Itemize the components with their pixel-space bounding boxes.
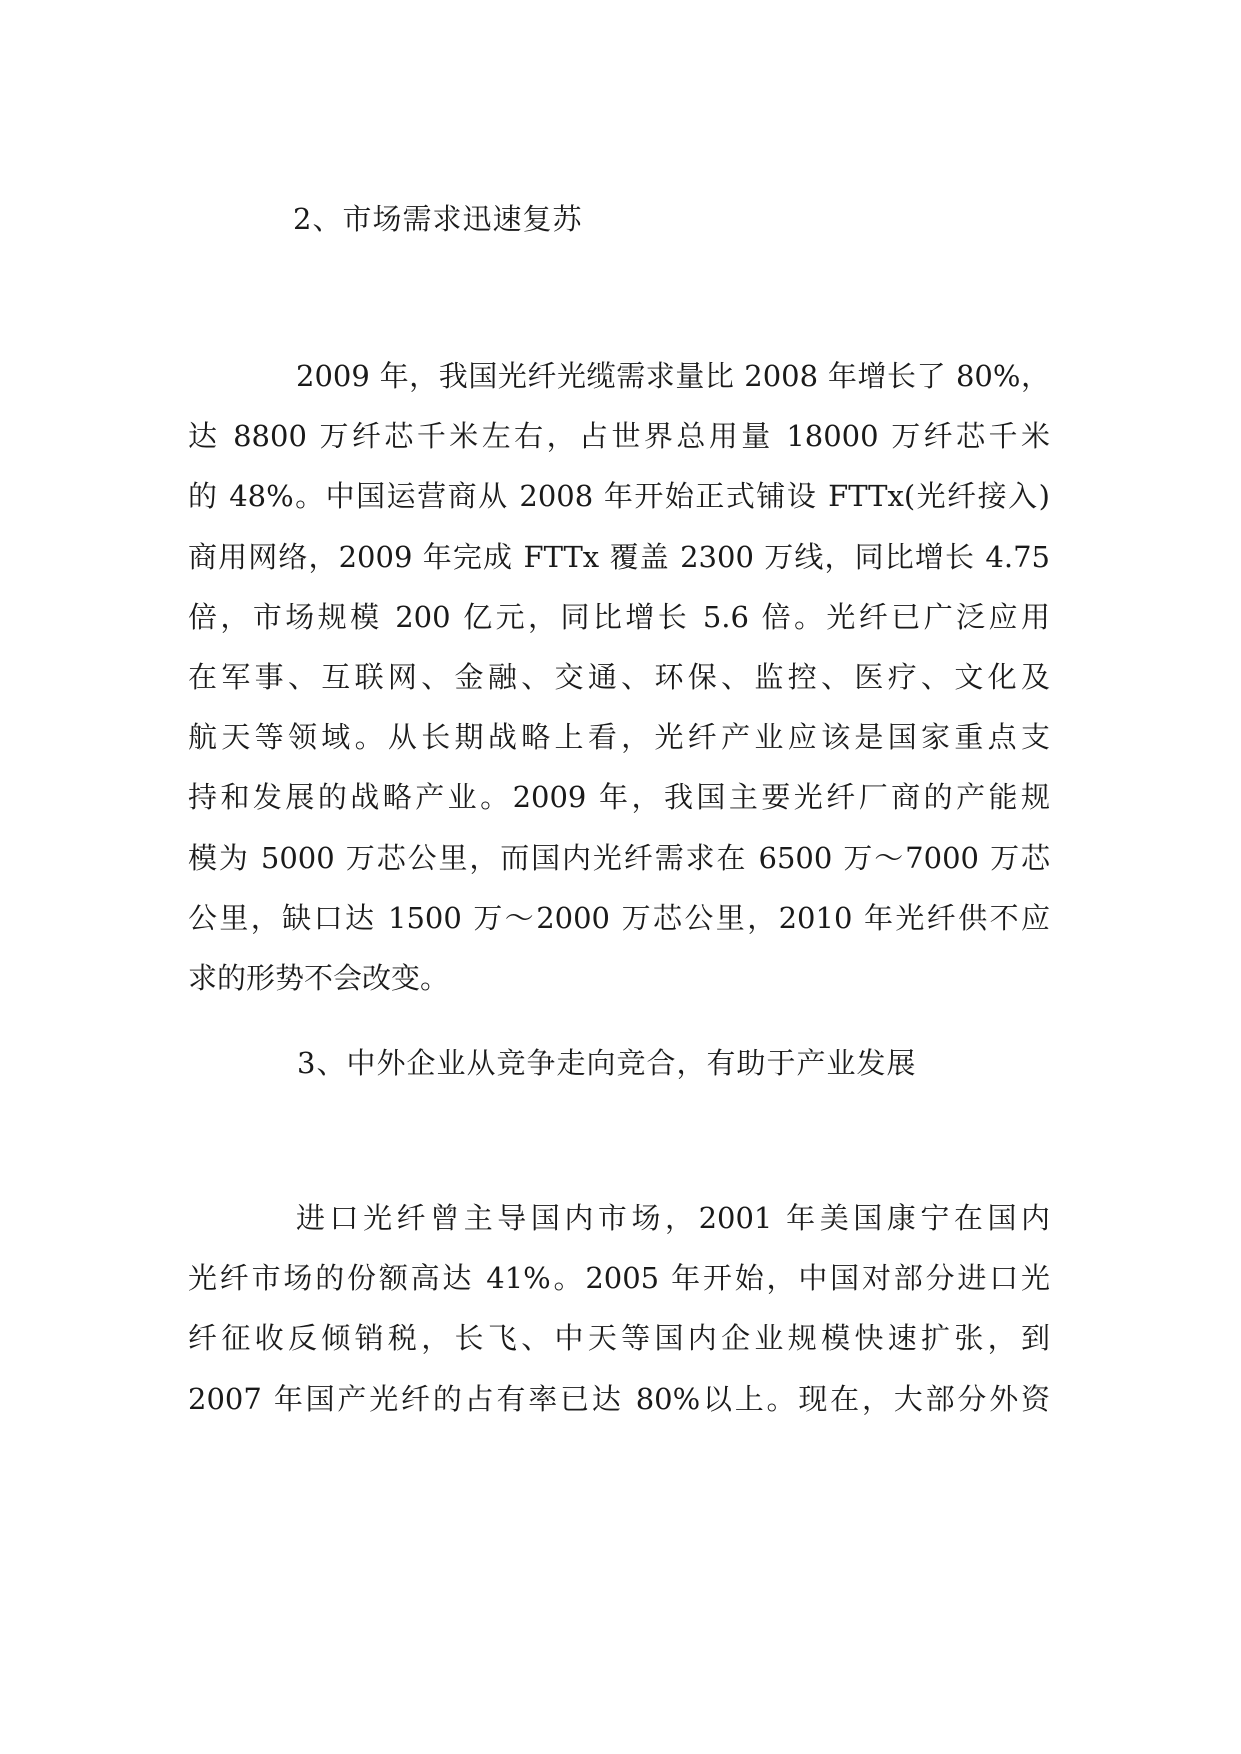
paragraph-line: 达 8800 万纤芯千米左右，占世界总用量 18000 万纤芯千米 — [188, 419, 1050, 454]
paragraph-line: 2007 年国产光纤的占有率已达 80%以上。现在，大部分外资 — [188, 1381, 1050, 1416]
paragraph-line: 模为 5000 万芯公里，而国内光纤需求在 6500 万～7000 万芯 — [188, 840, 1050, 875]
section-heading-3: 3、中外企业从竞争走向竞合，有助于产业发展 — [297, 1046, 917, 1080]
paragraph-market-demand — [188, 346, 1050, 1008]
paragraph-line: 光纤市场的份额高达 41%。2005 年开始，中国对部分进口光 — [188, 1261, 1050, 1296]
paragraph-line: 2009 年，我国光纤光缆需求量比 2008 年增长了 80%， — [296, 359, 1050, 393]
paragraph-line: 持和发展的战略产业。2009 年，我国主要光纤厂商的产能规 — [188, 780, 1050, 815]
paragraph-line: 纤征收反倾销税，长飞、中天等国内企业规模快速扩张，到 — [188, 1321, 1050, 1356]
paragraph-line: 公里，缺口达 1500 万～2000 万芯公里，2010 年光纤供不应 — [188, 900, 1050, 935]
paragraph-line: 商用网络，2009 年完成 FTTx 覆盖 2300 万线，同比增长 4.75 — [188, 539, 1050, 574]
paragraph-line: 求的形势不会改变。 — [188, 961, 450, 996]
paragraph-line: 的 48%。中国运营商从 2008 年开始正式铺设 FTTx(光纤接入) — [188, 479, 1050, 514]
paragraph-line: 进口光纤曾主导国内市场，2001 年美国康宁在国内 — [296, 1201, 1050, 1235]
paragraph-line: 倍，市场规模 200 亿元，同比增长 5.6 倍。光纤已广泛应用 — [188, 599, 1050, 634]
paragraph-line: 航天等领域。从长期战略上看，光纤产业应该是国家重点支 — [188, 720, 1050, 755]
paragraph-competition — [188, 1188, 1050, 1429]
section-heading-2: 2、市场需求迅速复苏 — [293, 202, 583, 236]
paragraph-line: 在军事、互联网、金融、交通、环保、监控、医疗、文化及 — [188, 660, 1050, 695]
